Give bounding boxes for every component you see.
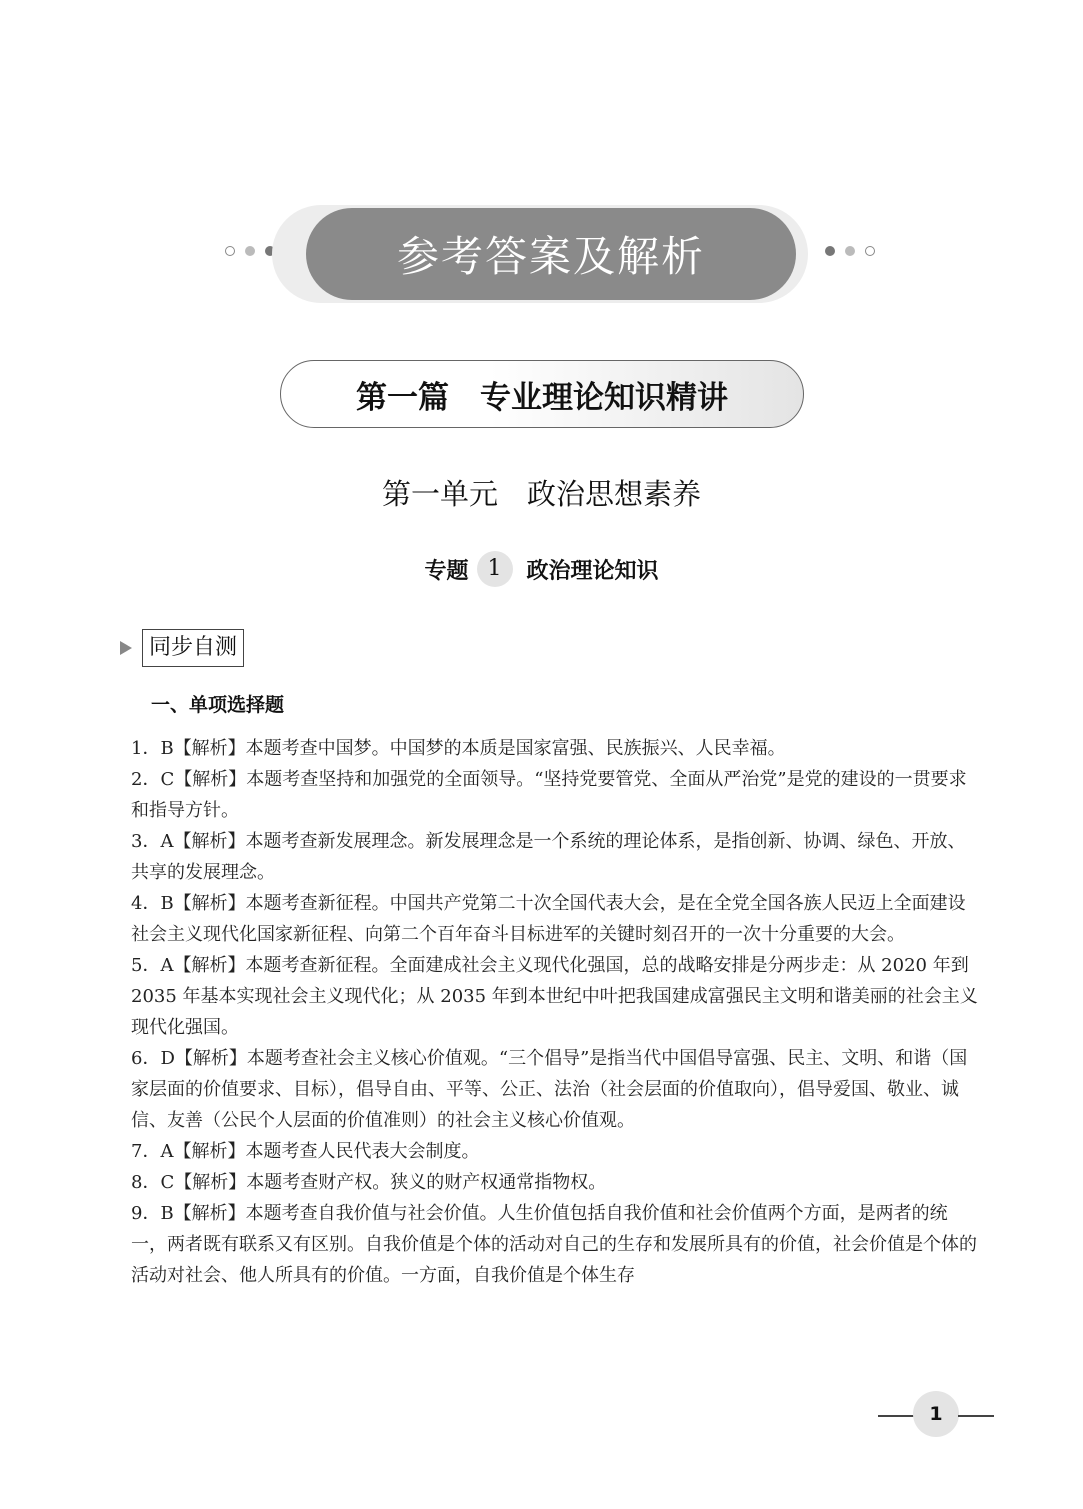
answer-item: 6．D【解析】本题考查社会主义核心价值观。“三个倡导”是指当代中国倡导富强、民主、文明、和谐（国家层面的价值要求、目标），倡导自由、平等、公正、法治（社会层面的价值取向），倡导爱国、敬业、诚信、友善（公民个人层面的价值准则）的社会主义核心价值观。 [131, 1048, 968, 1131]
answer-item: 2．C【解析】本题考查坚持和加强党的全面领导。“坚持党要管党、全面从严治党”是党的建设的一贯要求和指导方针。 [131, 769, 967, 821]
answer-item: 9．B【解析】本题考查自我价值与社会价值。人生价值包括自我价值和社会价值两个方面，是两者的统一，两者既有联系又有区别。自我价值是个体的活动对自己的生存和发展所具有的价值，社会价值是个体的活动对社会、他人所具有的价值。一方面，自我价值是个体生存 [131, 1203, 977, 1286]
page-number: 1 [913, 1391, 959, 1437]
decor-dot-hollow-right [865, 246, 875, 256]
triangle-arrow-icon [120, 641, 132, 655]
answer-item: 5．A【解析】本题考查新征程。全面建成社会主义现代化强国，总的战略安排是分两步走：从 2020 年到 2035 年基本实现社会主义现代化；从 2035 年到本世纪中叶把我国建成富强民主文明和谐美丽的社会主义现代化强国。 [131, 955, 978, 1038]
topic-name: 政治理论知识 [526, 558, 659, 584]
part-title: 第一篇 专业理论知识精讲 [280, 360, 804, 428]
page-number-line-left [878, 1415, 914, 1417]
topic-number: 1 [477, 551, 513, 587]
section-label-box: 同步自测 [142, 629, 244, 667]
answer-item: 7．A【解析】本题考查人民代表大会制度。 [131, 1141, 480, 1162]
question-type-heading: 一、单项选择题 [151, 694, 285, 716]
decor-dot-light-right [845, 246, 855, 256]
topic-heading [0, 551, 1083, 587]
decor-dot-dark-right [825, 246, 835, 256]
answer-item: 8．C【解析】本题考查财产权。狭义的财产权通常指物权。 [131, 1172, 607, 1193]
topic-prefix: 专题 [424, 558, 469, 584]
page-number-badge [878, 1391, 994, 1437]
page-number-line-right [958, 1415, 994, 1417]
decor-dot-hollow-left [225, 246, 235, 256]
page-title: 参考答案及解析 [306, 208, 796, 300]
unit-title: 第一单元 政治思想素养 [381, 477, 701, 511]
title-banner [272, 205, 808, 303]
answer-item: 1．B【解析】本题考查中国梦。中国梦的本质是国家富强、民族振兴、人民幸福。 [131, 738, 786, 759]
section-label [120, 629, 244, 667]
decor-dot-light-left [245, 246, 255, 256]
answer-item: 3．A【解析】本题考查新发展理念。新发展理念是一个系统的理论体系，是指创新、协调、绿色、开放、共享的发展理念。 [131, 831, 966, 883]
answer-item: 4．B【解析】本题考查新征程。中国共产党第二十次全国代表大会，是在全党全国各族人民迈上全面建设社会主义现代化国家新征程、向第二个百年奋斗目标进军的关键时刻召开的一次十分重要的大会。 [131, 893, 966, 945]
answer-list [131, 733, 981, 1291]
